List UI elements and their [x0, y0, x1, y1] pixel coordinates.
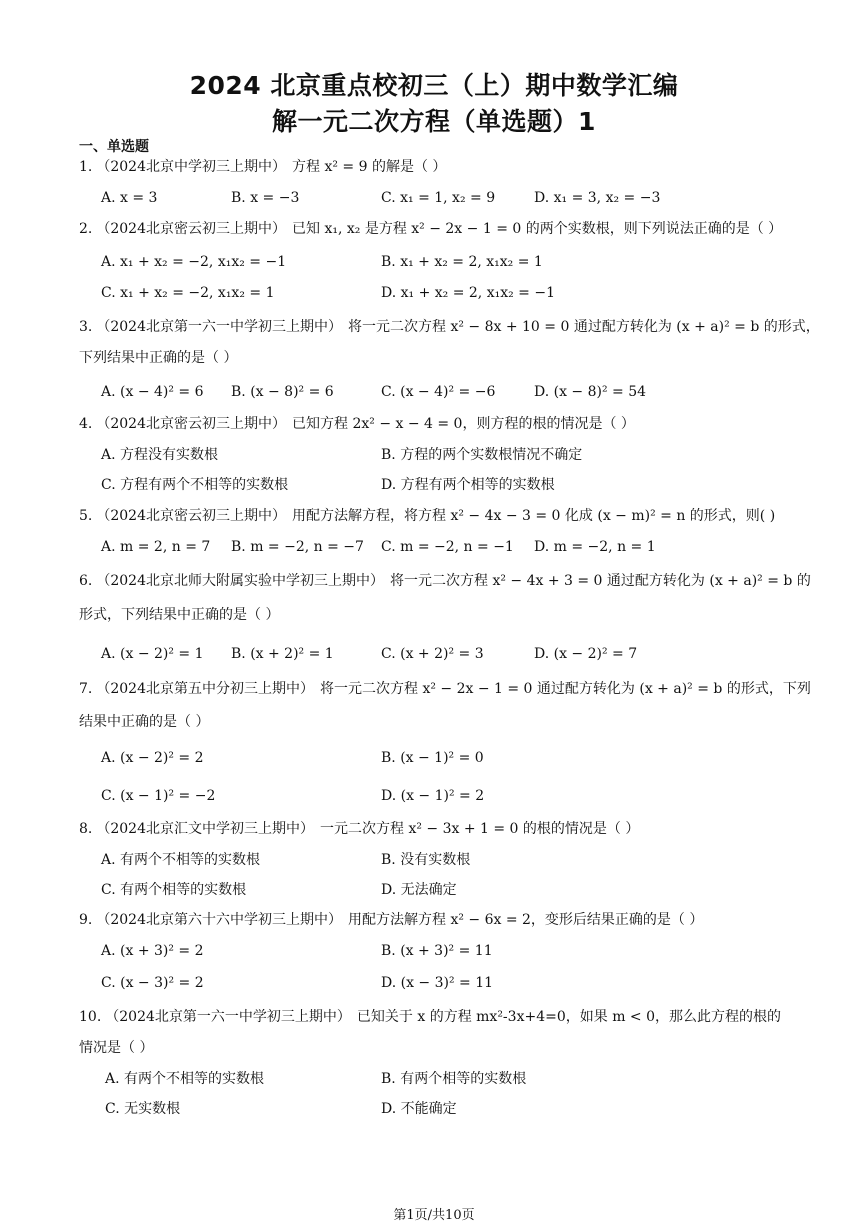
question-text: 将一元二次方程 x² − 8x + 10 = 0 通过配方转化为 (x + a)² = b 的形式， [348, 319, 820, 335]
question-text: 将一元二次方程 x² − 4x + 3 = 0 通过配方转化为 (x + a)² = b 的 [390, 573, 811, 589]
options-row [79, 968, 799, 998]
option-d: D. 方程有两个相等的实数根 [381, 477, 555, 493]
options-row [79, 183, 799, 213]
option-a: A. (x − 2)² = 1 [101, 646, 204, 662]
question-6 [79, 566, 811, 669]
options-row [79, 470, 799, 500]
option-d: D. x₁ + x₂ = 2, x₁x₂ = −1 [381, 285, 555, 301]
options-row [79, 1064, 799, 1094]
section-heading: 一、单选题 [79, 139, 149, 155]
option-b: B. x₁ + x₂ = 2, x₁x₂ = 1 [381, 254, 543, 270]
option-c: C. 无实数根 [105, 1101, 181, 1117]
question-number: 2. [79, 221, 93, 237]
question-source: （2024北京第一六一中学初三上期中） [96, 319, 342, 335]
question-4 [79, 409, 799, 500]
question-text-cont: 形式，下列结果中正确的是（ ） [79, 607, 280, 623]
option-a: A. 方程没有实数根 [101, 447, 219, 463]
question-stem [79, 566, 811, 597]
question-text: 用配方法解方程 x² − 6x = 2，变形后结果正确的是（ ） [348, 912, 704, 928]
question-stem [79, 501, 799, 532]
option-d: D. x₁ = 3, x₂ = −3 [534, 190, 661, 206]
question-number: 3. [79, 319, 93, 335]
option-b: B. 没有实数根 [381, 852, 471, 868]
question-stem [79, 312, 820, 343]
options-row [79, 875, 799, 905]
option-d: D. (x − 3)² = 11 [381, 975, 494, 991]
option-c: C. x₁ = 1, x₂ = 9 [381, 190, 496, 206]
option-d: D. m = −2, n = 1 [534, 539, 656, 555]
question-text: 用配方法解方程，将方程 x² − 4x − 3 = 0 化成 (x − m)² = n 的形式，则( ) [292, 508, 776, 524]
option-c: C. (x − 3)² = 2 [101, 975, 204, 991]
option-b: B. m = −2, n = −7 [231, 539, 364, 555]
options-row [79, 245, 799, 278]
option-c: C. (x + 2)² = 3 [381, 646, 484, 662]
question-source: （2024北京汇文中学初三上期中） [96, 821, 314, 837]
options-row [79, 532, 799, 562]
option-b: B. x = −3 [231, 190, 300, 206]
question-number: 7. [79, 681, 93, 697]
option-c: C. m = −2, n = −1 [381, 539, 514, 555]
option-a: A. x = 3 [101, 190, 158, 206]
options-row [79, 1094, 799, 1124]
options-row [79, 781, 799, 811]
question-2 [79, 214, 799, 311]
option-c: C. x₁ + x₂ = −2, x₁x₂ = 1 [101, 285, 275, 301]
options-row [79, 743, 799, 781]
question-3 [79, 312, 820, 407]
option-c: C. (x − 4)² = −6 [381, 384, 496, 400]
question-text: 将一元二次方程 x² − 2x − 1 = 0 通过配方转化为 (x + a)² = b 的形式，下列 [320, 681, 811, 697]
option-d: D. (x − 1)² = 2 [381, 788, 485, 804]
option-b: B. (x − 8)² = 6 [231, 384, 334, 400]
option-a: A. m = 2, n = 7 [101, 539, 211, 555]
options-row [79, 845, 799, 875]
option-d: D. 无法确定 [381, 882, 457, 898]
question-number: 9. [79, 912, 93, 928]
question-source: （2024北京第一六一中学初三上期中） [105, 1009, 351, 1025]
question-source: （2024北京密云初三上期中） [96, 221, 286, 237]
options-row [79, 639, 799, 669]
option-c: C. 有两个相等的实数根 [101, 882, 247, 898]
option-a: A. (x + 3)² = 2 [101, 943, 204, 959]
question-number: 5. [79, 508, 93, 524]
options-row [79, 440, 799, 470]
question-5 [79, 501, 799, 562]
question-source: （2024北京第五中分初三上期中） [96, 681, 314, 697]
option-c: C. (x − 1)² = −2 [101, 788, 216, 804]
question-10 [79, 1002, 799, 1124]
question-text: 已知方程 2x² − x − 4 = 0，则方程的根的情况是（ ） [292, 416, 635, 432]
option-b: B. (x + 3)² = 11 [381, 943, 493, 959]
option-b: B. (x + 2)² = 1 [231, 646, 334, 662]
question-stem [79, 905, 799, 936]
question-9 [79, 905, 799, 998]
question-text-cont: 情况是（ ） [79, 1040, 154, 1056]
option-b: B. 有两个相等的实数根 [381, 1071, 527, 1087]
options-row [79, 936, 799, 968]
page-number: 第1页/共10页 [393, 1208, 475, 1223]
question-text: 已知关于 x 的方程 mx²-3x+4=0，如果 m < 0，那么此方程的根的 [356, 1009, 782, 1025]
question-number: 4. [79, 416, 93, 432]
document-title: 2024 北京重点校初三（上）期中数学汇编 [189, 71, 679, 100]
question-text: 一元二次方程 x² − 3x + 1 = 0 的根的情况是（ ） [320, 821, 640, 837]
question-stem [79, 814, 799, 845]
option-a: A. (x − 4)² = 6 [101, 384, 204, 400]
question-stem [79, 1002, 799, 1033]
option-d: D. (x − 8)² = 54 [534, 384, 647, 400]
question-stem [79, 674, 811, 705]
question-source: （2024北京中学初三上期中） [96, 159, 286, 175]
question-stem [79, 214, 799, 245]
question-number: 1. [79, 159, 93, 175]
option-a: A. x₁ + x₂ = −2, x₁x₂ = −1 [101, 254, 287, 270]
question-text-cont: 下列结果中正确的是（ ） [79, 350, 238, 366]
question-8 [79, 814, 799, 905]
options-row [79, 377, 799, 407]
question-text-cont: 结果中正确的是（ ） [79, 714, 210, 730]
option-b: B. 方程的两个实数根情况不确定 [381, 447, 583, 463]
option-b: B. (x − 1)² = 0 [381, 750, 484, 766]
question-1 [79, 152, 799, 213]
question-number: 8. [79, 821, 93, 837]
question-text: 已知 x₁, x₂ 是方程 x² − 2x − 1 = 0 的两个实数根，则下列说法正确的是（ ） [292, 221, 783, 237]
option-d: D. (x − 2)² = 7 [534, 646, 638, 662]
question-7 [79, 674, 811, 811]
question-stem [79, 409, 799, 440]
question-source: （2024北京密云初三上期中） [96, 508, 286, 524]
question-source: （2024北京第六十六中学初三上期中） [96, 912, 342, 928]
question-number: 6. [79, 573, 93, 589]
question-stem [79, 152, 799, 183]
option-a: A. (x − 2)² = 2 [101, 750, 204, 766]
option-a: A. 有两个不相等的实数根 [105, 1071, 265, 1087]
document-subtitle: 解一元二次方程（单选题）1 [272, 107, 596, 136]
question-source: （2024北京密云初三上期中） [96, 416, 286, 432]
option-a: A. 有两个不相等的实数根 [101, 852, 261, 868]
options-row [79, 278, 799, 311]
question-source: （2024北京北师大附属实验中学初三上期中） [96, 573, 384, 589]
question-text: 方程 x² = 9 的解是（ ） [292, 159, 447, 175]
option-d: D. 不能确定 [381, 1101, 457, 1117]
option-c: C. 方程有两个不相等的实数根 [101, 477, 289, 493]
question-number: 10. [79, 1009, 102, 1025]
